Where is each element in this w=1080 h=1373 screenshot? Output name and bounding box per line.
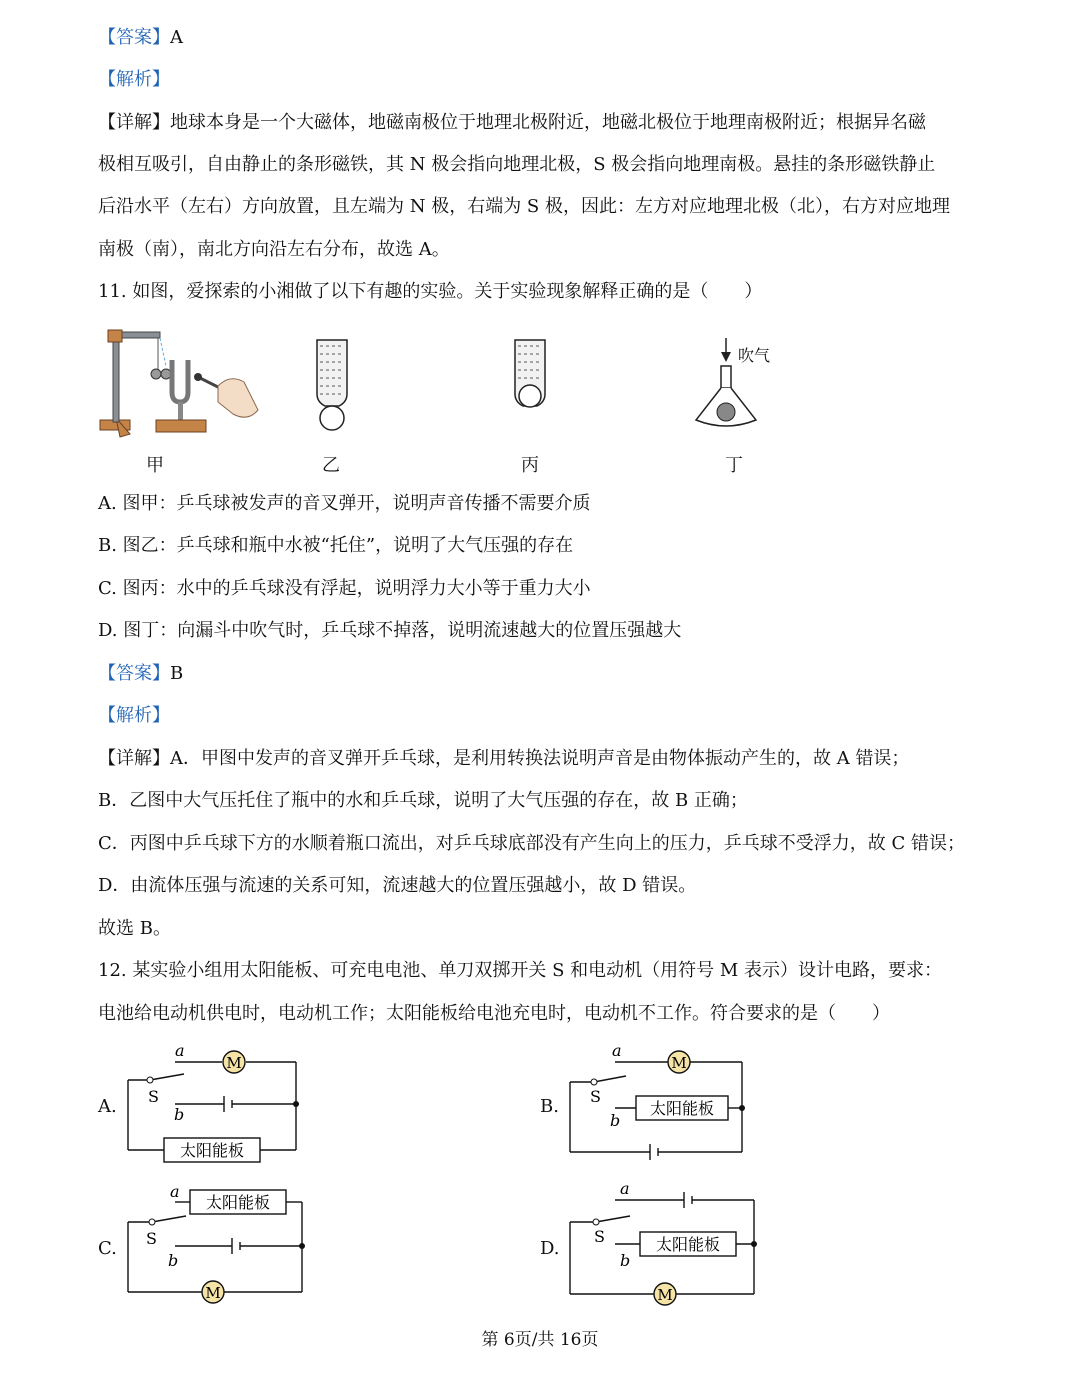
contact-b-label: b (610, 1111, 621, 1130)
motor-symbol-label: M (671, 1054, 687, 1072)
inverted-bottle-figure (312, 336, 352, 434)
detail-tag: 【详解】 (98, 748, 170, 769)
tuning-fork-figure (98, 322, 263, 440)
q11-detail-line: B．乙图中大气压托住了瓶中的水和乒乓球，说明了大气压强的存在，故 B 正确； (98, 790, 748, 811)
q10-detail-line: 南极（南），南北方向沿左右分布，故选 A。 (98, 239, 450, 260)
q11-detail-line: 故选 B。 (98, 918, 171, 939)
q10-detail-line: 后沿水平（左右）方向放置，且左端为 N 极，右端为 S 极，因此：左方对应地理北极（北），右方对应地理 (98, 196, 950, 217)
q10-detail-line: 极相互吸引，自由静止的条形磁铁，其 N 极会指向地理北极，S 极会指向地理南极。悬挂的条形磁铁静止 (98, 154, 936, 175)
q11-option-d: D. 图丁：向漏斗中吹气时，乒乓球不掉落，说明流速越大的位置压强越大 (98, 620, 682, 641)
circuit-c (120, 1180, 315, 1310)
motor-symbol-label: M (226, 1054, 242, 1072)
figure-label-bing: 丙 (521, 455, 539, 476)
q11-option-b: B. 图乙：乒乓球和瓶中水被“托住”，说明了大气压强的存在 (98, 535, 574, 556)
contact-b-label: b (174, 1105, 185, 1124)
q12-stem-line: 12. 某实验小组用太阳能板、可充电电池、单刀双掷开关 S 和电动机（用符号 M 表示）设计电路，要求： (98, 960, 942, 981)
figure-label-yi: 乙 (322, 455, 340, 476)
figure-label-ding: 丁 (725, 455, 743, 476)
answer-value: A (170, 27, 183, 48)
q10-answer-line (98, 27, 183, 49)
q11-stem: 11. 如图，爱探索的小湘做了以下有趣的实验。关于实验现象解释正确的是（ ） (98, 281, 763, 302)
detail-tag: 【详解】 (98, 112, 170, 133)
q10-detail-line (98, 112, 926, 134)
motor-symbol-label: M (657, 1286, 673, 1304)
option-label-b: B. (540, 1096, 559, 1117)
motor-symbol-label: M (205, 1284, 221, 1302)
option-label-a: A. (98, 1096, 117, 1117)
solar-panel-label: 太阳能板 (655, 1235, 721, 1254)
q11-option-c: C. 图丙：水中的乒乓球没有浮起，说明浮力大小等于重力大小 (98, 578, 591, 599)
q10-analysis-tag: 【解析】 (98, 69, 170, 90)
solar-panel-label: 太阳能板 (179, 1141, 245, 1160)
contact-b-label: b (168, 1251, 179, 1270)
detail-text: 地球本身是一个大磁体，地磁南极位于地理北极附近，地磁北极位于地理南极附近；根据异名磁 (170, 112, 926, 133)
option-label-d: D. (540, 1238, 560, 1259)
q11-detail-line (98, 748, 909, 770)
blow-label: 吹气 (738, 346, 771, 365)
contact-a-label: a (612, 1041, 622, 1060)
detail-text: A．甲图中发声的音叉弹开乒乓球，是利用转换法说明声音是由物体振动产生的，故 A 错误； (170, 748, 910, 769)
answer-tag: 【答案】 (98, 663, 170, 684)
circuit-a (120, 1040, 310, 1165)
switch-label: S (590, 1087, 601, 1106)
switch-label: S (594, 1227, 605, 1246)
figure-label-jia: 甲 (146, 455, 164, 476)
bottle-with-ball-figure (510, 336, 550, 416)
q11-analysis-tag: 【解析】 (98, 705, 170, 726)
answer-value: B (170, 663, 184, 684)
contact-a-label: a (170, 1182, 180, 1201)
q11-detail-line: D．由流体压强与流速的关系可知，流速越大的位置压强越小，故 D 错误。 (98, 875, 697, 896)
answer-tag: 【答案】 (98, 27, 170, 48)
contact-a-label: a (175, 1041, 185, 1060)
option-label-c: C. (98, 1238, 117, 1259)
switch-label: S (148, 1087, 159, 1106)
solar-panel-label: 太阳能板 (649, 1099, 715, 1118)
q12-stem-line: 电池给电动机供电时，电动机工作；太阳能板给电池充电时，电动机不工作。符合要求的是（ ） (98, 1003, 890, 1024)
q11-detail-line: C．丙图中乒乓球下方的水顺着瓶口流出，对乒乓球底部没有产生向上的压力，乒乓球不受浮力，故 C 错误； (98, 833, 965, 854)
contact-b-label: b (620, 1251, 631, 1270)
contact-a-label: a (620, 1180, 630, 1198)
q11-answer-line (98, 663, 183, 685)
circuit-d (560, 1180, 760, 1312)
switch-label: S (146, 1229, 157, 1248)
solar-panel-label: 太阳能板 (205, 1193, 271, 1212)
page-footer: 第 6页/共 16页 (481, 1330, 599, 1350)
circuit-b (560, 1040, 755, 1170)
q11-option-a: A. 图甲：乒乓球被发声的音叉弹开，说明声音传播不需要介质 (98, 493, 591, 514)
